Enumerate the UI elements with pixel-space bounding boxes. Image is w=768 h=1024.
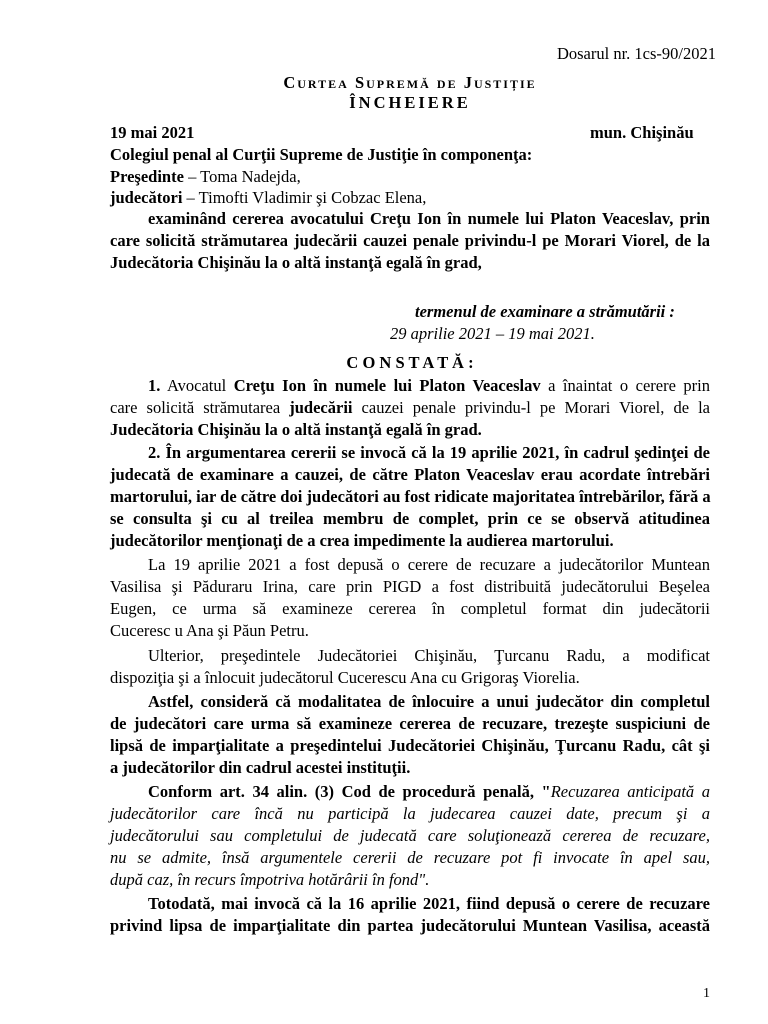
paragraph-line: care solicită strămutarea judecării cauzei penale privindu-l pe Morari Viorel, de la — [110, 398, 710, 417]
paragraph-line: după caz, în recurs împotriva hotărârii în fond". — [110, 870, 430, 889]
paragraph-line: La 19 aprilie 2021 a fost depusă o cerere de recuzare a judecătorilor Muntean — [148, 555, 710, 574]
term-label: termenul de examinare a strămutării : — [415, 302, 675, 321]
term-range: 29 aprilie 2021 – 19 mai 2021. — [390, 324, 595, 343]
paragraph-line: Conform art. 34 alin. (3) Cod de procedură penală, "Recuzarea anticipată a — [148, 782, 710, 801]
paragraph-line: 1. Avocatul Creţu Ion în numele lui Platon Veaceslav a înaintat o cerere prin — [148, 376, 710, 395]
paragraph-line: Cuceresc u Ana şi Păun Petru. — [110, 621, 309, 640]
paragraph-line: a judecătorilor din cadrul acestei instituţii. — [110, 758, 411, 777]
paragraph-line: dispoziţia şi a înlocuit judecătorul Cucerescu Ana cu Grigoraş Viorelia. — [110, 668, 580, 687]
constata-heading: C O N S T A T Ă : — [346, 353, 474, 372]
paragraph-line: judecătorilor menţionaţi de a crea impedimente la audierea martorului. — [110, 531, 614, 550]
paragraph-line: Vasilisa şi Păduraru Irina, care prin PIGD a fost distribuită judecătorului Beşelea — [110, 577, 710, 596]
panel-intro: Colegiul penal al Curţii Supreme de Justiţie în componenţa: — [110, 145, 533, 164]
panel-judges: judecători – Timofti Vladimir şi Cobzac Elena, — [110, 188, 427, 207]
paragraph-line: nu se admite, însă argumentele cererii de recuzare pot fi invocate în apel sau, — [110, 848, 710, 867]
paragraph-line: judecătorului sau completului de judecată care soluţionează cererea de recuzare, — [110, 826, 710, 845]
document-place: mun. Chişinău — [590, 123, 694, 142]
request-line: care solicită strămutarea judecării cauzei penale privindu-l pe Morari Viorel, de la — [110, 231, 710, 250]
case-number: Dosarul nr. 1cs-90/2021 — [556, 44, 716, 63]
paragraph-line: judecată de examinare a cauzei, de către Platon Veaceslav erau acordate întrebări — [110, 465, 710, 484]
document-type: ÎNCHEIERE — [349, 93, 471, 112]
paragraph-line: Ulterior, preşedintele Judecătoriei Chişinău, Ţurcanu Radu, a modificat — [148, 646, 710, 665]
paragraph-line: lipsă de imparţialitate a preşedintelui Judecătoriei Chişinău, Ţurcanu Radu, cât şi — [110, 736, 710, 755]
panel-president: Preşedinte – Toma Nadejda, — [110, 167, 301, 186]
paragraph-line: Judecătoria Chişinău la o altă instanţă egală în grad. — [110, 420, 482, 439]
paragraph-line: Eugen, ce urma să examineze cererea în completul format din judecătorii — [110, 599, 710, 618]
paragraph-line: judecătorilor care încă nu participă la judecarea cauzei date, precum şi a — [110, 804, 710, 823]
paragraph-line: Astfel, consideră că modalitatea de înlocuire a unui judecător din completul — [148, 692, 710, 711]
paragraph-line: privind lipsa de imparţialitate din partea judecătorului Muntean Vasilisa, această — [110, 916, 710, 935]
paragraph-line: martorului, iar de către doi judecători au fost ridicate majoritatea întrebărilor, fără a — [110, 487, 711, 506]
court-name: Curtea Supremă de Justiție — [283, 73, 537, 92]
request-line: Judecătoria Chişinău la o altă instanţă egală în grad, — [110, 253, 482, 272]
paragraph-line: Totodată, mai invocă că la 16 aprilie 2021, fiind depusă o cerere de recuzare — [148, 894, 710, 913]
page-number: 1 — [703, 986, 710, 1001]
paragraph-line: se consulta şi cu al treilea membru de complet, prin ce se observă atitudinea — [110, 509, 710, 528]
document-date: 19 mai 2021 — [110, 123, 195, 142]
paragraph-line: 2. În argumentarea cererii se invocă că la 19 aprilie 2021, în cadrul şedinţei de — [148, 443, 710, 462]
request-line: examinând cererea avocatului Creţu Ion în numele lui Platon Veaceslav, prin — [148, 209, 710, 228]
paragraph-line: de judecători care urma să examineze cererea de recuzare, trezeşte suspiciuni de — [110, 714, 710, 733]
